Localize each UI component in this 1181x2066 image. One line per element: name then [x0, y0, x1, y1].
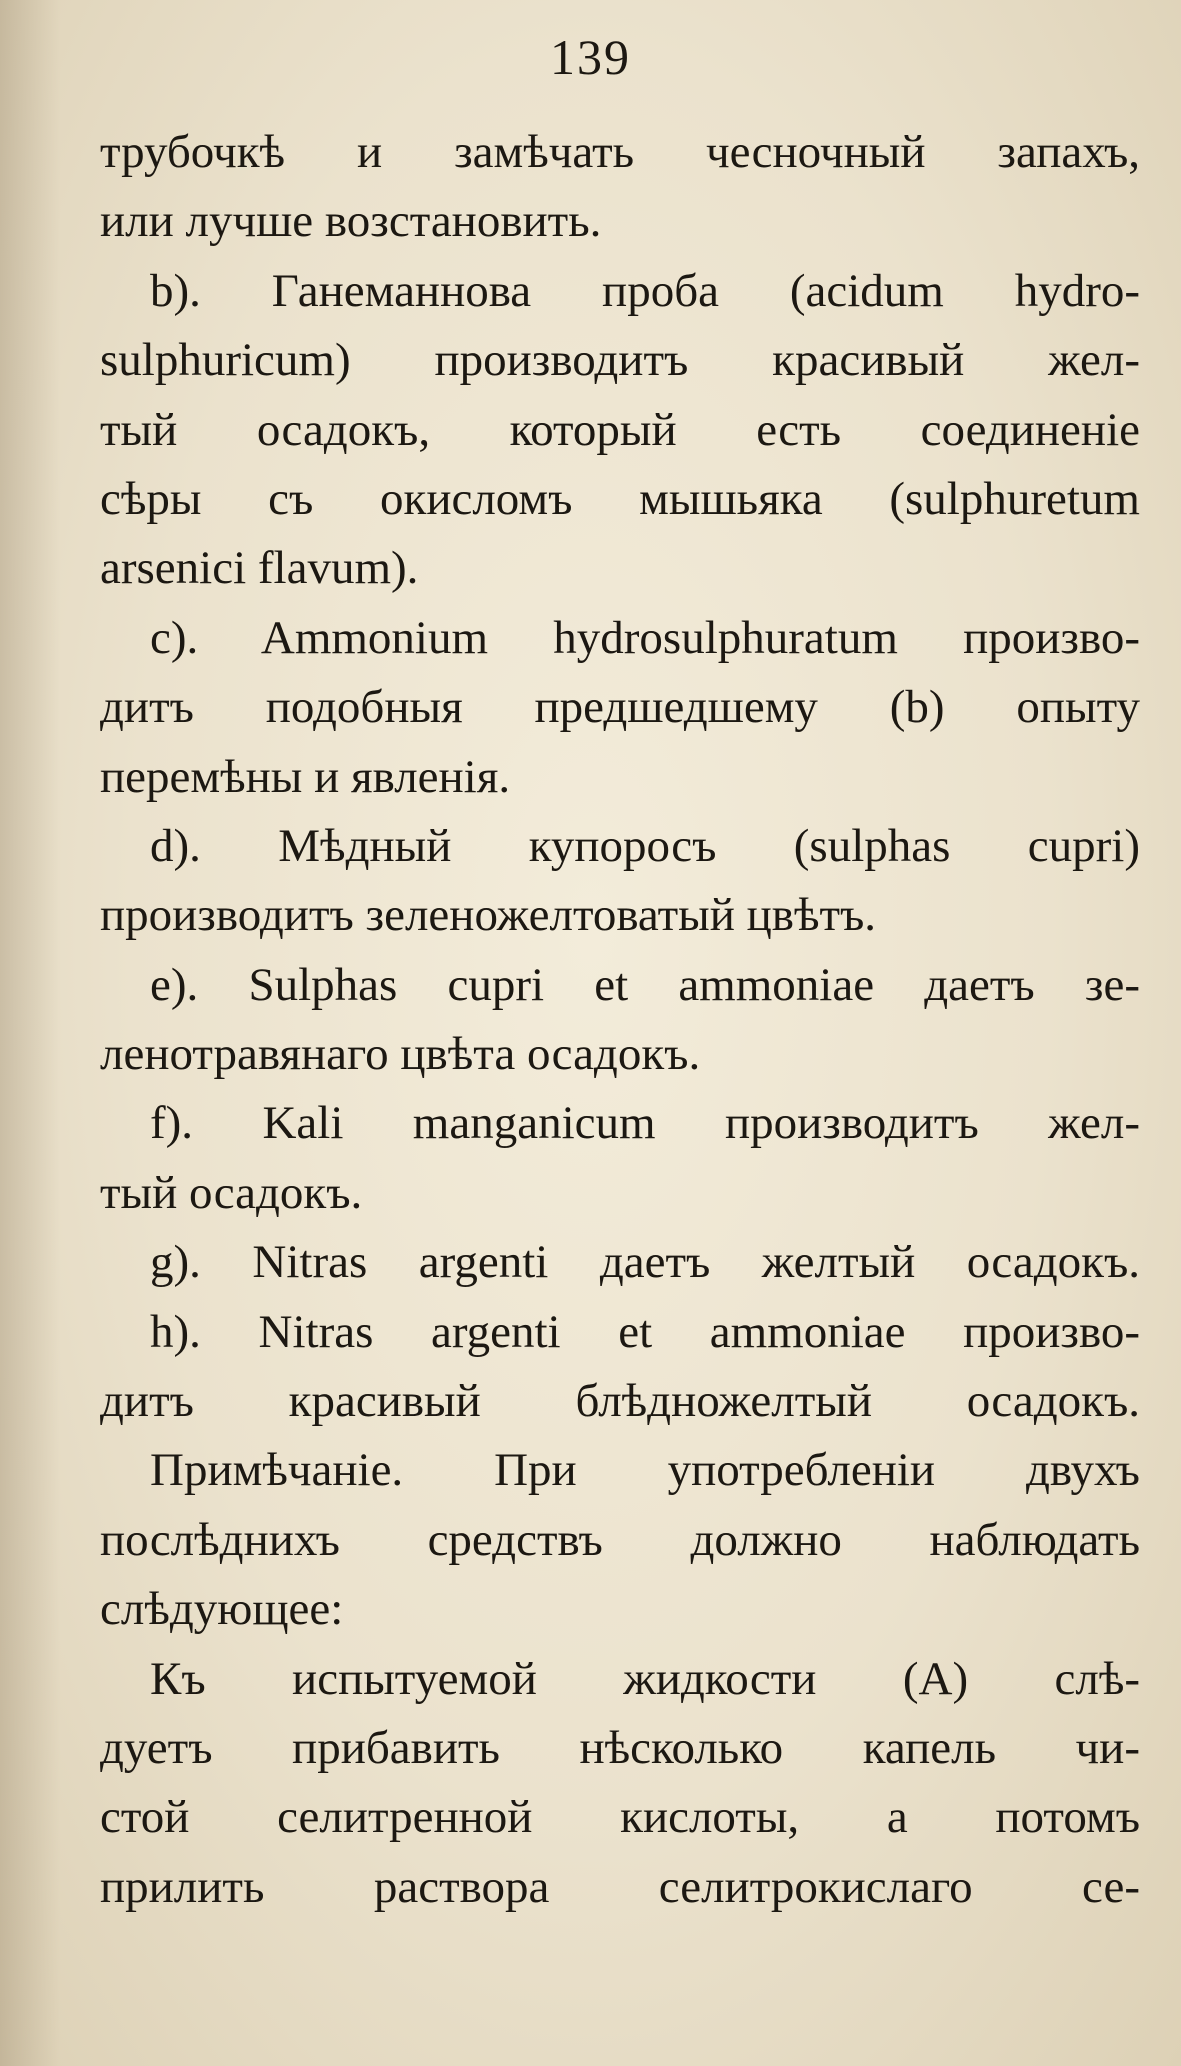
page-gutter-shadow	[0, 0, 60, 2066]
text-line: дитъ подобныя предшедшему (b) опыту	[100, 681, 1140, 734]
text-line: Къ испытуемой жидкости (A) слѣ-	[150, 1652, 1140, 1705]
text-line: b). Ганеманнова проба (acidum hydro-	[150, 264, 1140, 317]
text-line: тый осадокъ.	[100, 1166, 363, 1219]
text-line: сѣры съ окисломъ мышьяка (sulphuretum	[100, 472, 1140, 525]
text-line: h). Nitras argenti et ammoniae произво-	[150, 1305, 1140, 1358]
text-line: дитъ красивый блѣдножелтый осадокъ.	[100, 1375, 1140, 1428]
text-line: производитъ зеленожелтоватый цвѣтъ.	[100, 889, 877, 942]
text-line: c). Ammonium hydrosulphuratum произво-	[150, 611, 1140, 664]
text-line: Примѣчанie. При употребленiи двухъ	[150, 1444, 1140, 1497]
body-text	[100, 118, 1140, 1922]
text-line: arsenici flavum).	[100, 542, 419, 595]
text-line: тый осадокъ, который есть соединенie	[100, 403, 1140, 456]
text-line: трубочкѣ и замѣчать чесночный запахъ,	[100, 126, 1140, 178]
text-line: перемѣны и явленiя.	[100, 750, 511, 803]
text-line: послѣднихъ средствъ должно наблюдать	[100, 1513, 1140, 1566]
text-line: f). Kali manganicum производитъ жел-	[150, 1097, 1140, 1150]
text-line: e). Sulphas cupri et ammoniae даетъ зе-	[150, 958, 1140, 1011]
text-line: sulphuricum) производитъ красивый жел-	[100, 334, 1140, 387]
text-line: слѣдующее:	[100, 1583, 344, 1636]
page-number: 139	[550, 29, 631, 85]
text-line: стой селитренной кислоты, а потомъ	[100, 1791, 1140, 1844]
text-line: g). Nitras argenti даетъ желтый осадокъ.	[150, 1236, 1140, 1289]
text-line: или лучше возстановить.	[100, 195, 602, 248]
text-line: d). Мѣдный купоросъ (sulphas cupri)	[150, 819, 1140, 872]
text-line: ленотравянаго цвѣта осадокъ.	[100, 1028, 701, 1081]
text-line: дуетъ прибавить нѣсколько капель чи-	[100, 1721, 1140, 1774]
text-line: прилить раствора селитрокислаго се-	[100, 1860, 1140, 1913]
